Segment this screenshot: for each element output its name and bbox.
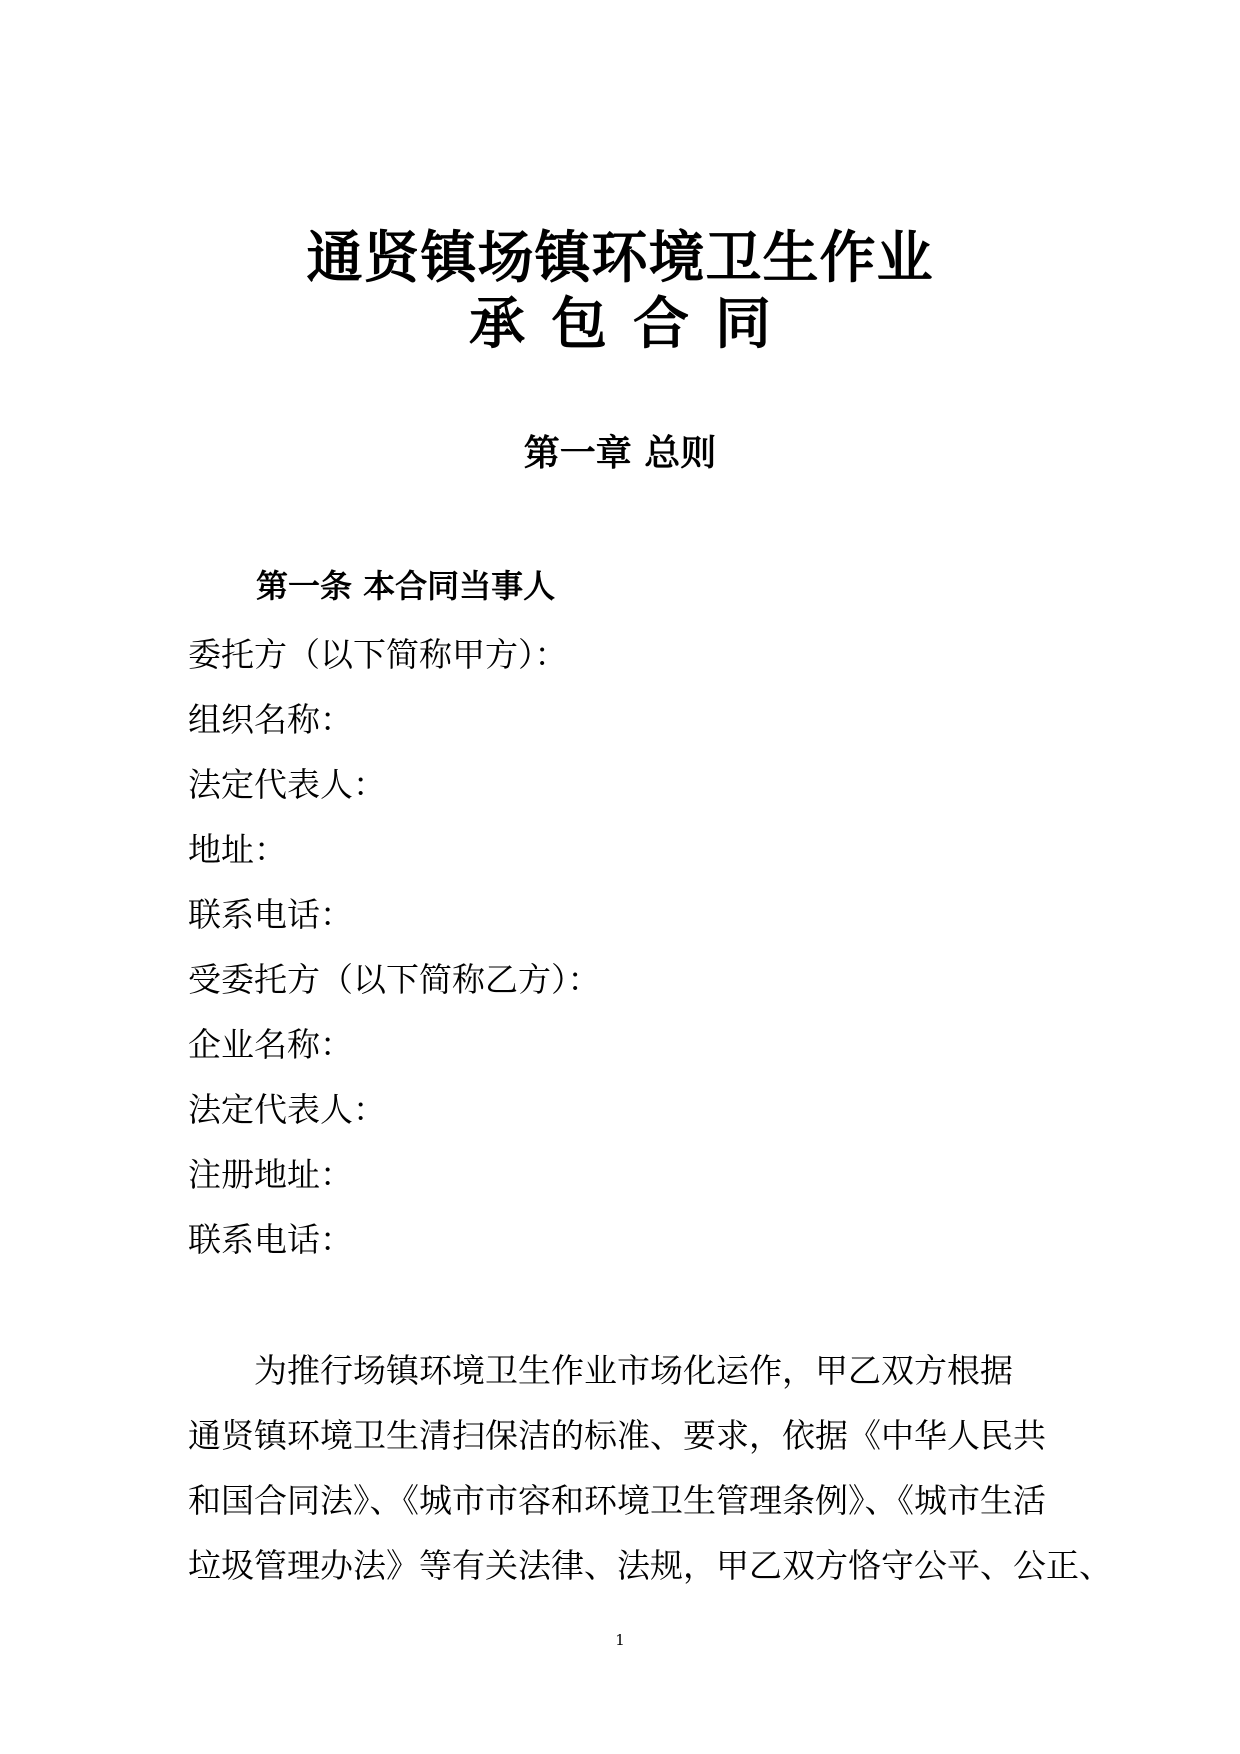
field-legal-representative-a: 法定代表人： bbox=[188, 765, 386, 804]
chapter-heading: 第一章 总则 bbox=[523, 433, 717, 474]
party-fields bbox=[188, 622, 601, 1272]
preamble-paragraph bbox=[188, 1338, 1112, 1598]
paragraph-line: 和国合同法》、《城市市容和环境卫生管理条例》、《城市生活 bbox=[188, 1481, 1046, 1520]
field-contractor: 受委托方（以下简称乙方）： bbox=[188, 960, 601, 999]
document-title: 通贤镇场镇环境卫生作业 bbox=[306, 225, 934, 291]
field-client: 委托方（以下简称甲方）： bbox=[188, 635, 568, 674]
paragraph-line: 通贤镇环境卫生清扫保洁的标准、要求，依据《中华人民共 bbox=[188, 1416, 1046, 1455]
field-legal-representative-b: 法定代表人： bbox=[188, 1090, 386, 1129]
paragraph-line: 垃圾管理办法》等有关法律、法规，甲乙双方恪守公平、公正、 bbox=[188, 1546, 1112, 1585]
field-registered-address: 注册地址： bbox=[188, 1155, 353, 1194]
document-subtitle: 承包合同 bbox=[469, 291, 797, 357]
field-phone-a: 联系电话： bbox=[188, 895, 353, 934]
field-phone-b: 联系电话： bbox=[188, 1220, 353, 1259]
field-organization-name: 组织名称： bbox=[188, 700, 353, 739]
article-heading: 第一条 本合同当事人 bbox=[256, 567, 556, 605]
field-company-name: 企业名称： bbox=[188, 1025, 353, 1064]
paragraph-line: 为推行场镇环境卫生作业市场化运作，甲乙双方根据 bbox=[254, 1351, 1013, 1390]
page-number: 1 bbox=[615, 1631, 625, 1649]
field-address: 地址： bbox=[188, 830, 287, 869]
